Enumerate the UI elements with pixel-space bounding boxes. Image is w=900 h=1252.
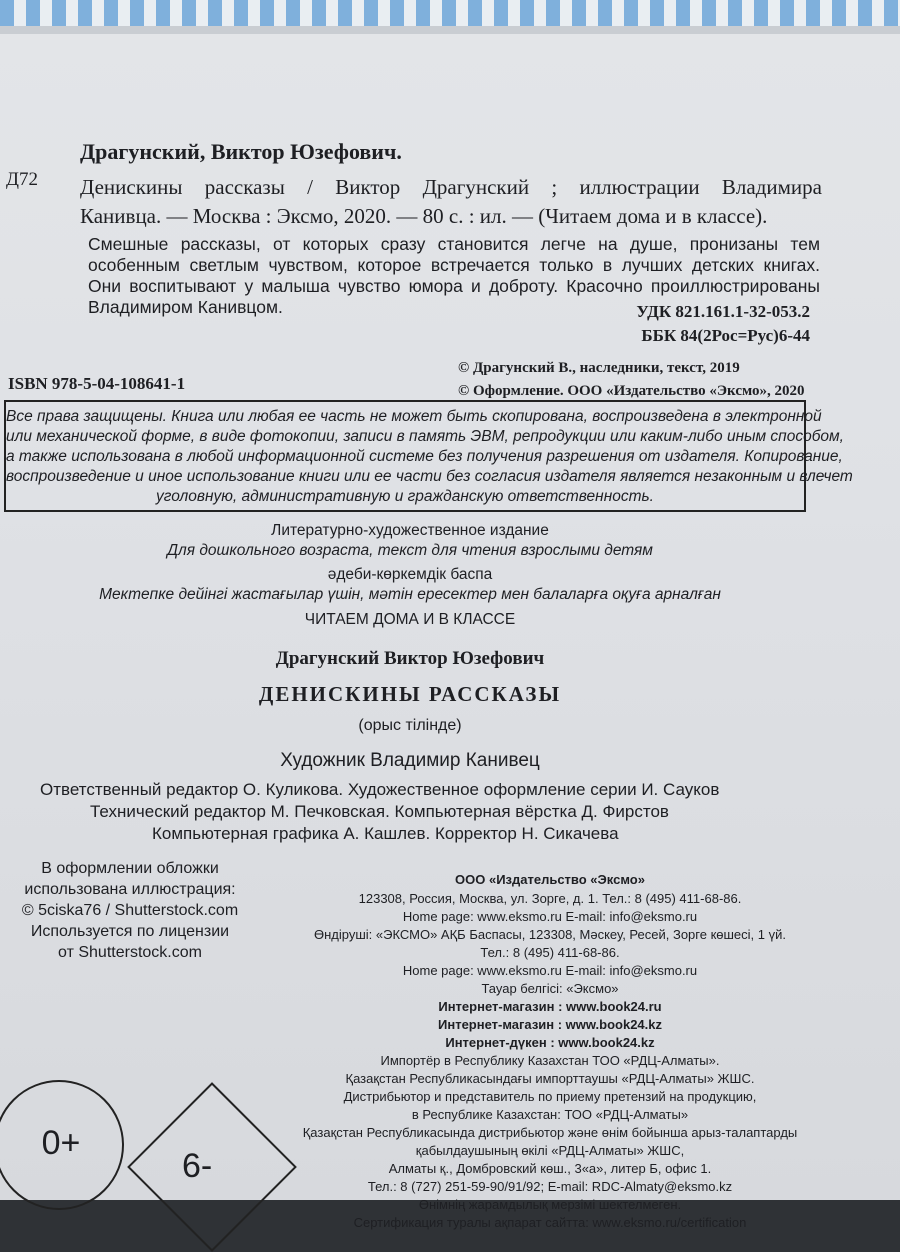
publisher-info-line: Қазақстан Республикасындағы импорттаушы «РДЦ-Алматы» ЖШС. — [345, 1071, 755, 1086]
cover-credit-line: © 5ciska76 / Shutterstock.com — [21, 902, 239, 919]
imprint-page — [0, 34, 900, 1230]
edition-type-kz: әдеби-көркемдік баспа — [327, 566, 493, 583]
copyright-line: © Оформление. ООО «Издательство «Эксмо», 2020 — [458, 383, 805, 399]
author-name: Драгунский Виктор Юзефович — [275, 648, 545, 669]
bbk-code: ББК 84(2Рос=Рус)6-44 — [641, 326, 810, 345]
publisher-info-line: Home page: www.eksmo.ru E-mail: info@eksmo.ru — [402, 909, 698, 924]
annotation-line: Смешные рассказы, от которых сразу становится легче на душе, пронизаны тем — [88, 234, 820, 254]
udk-code: УДК 821.161.1-32-053.2 — [636, 302, 810, 321]
publisher-info-line: 123308, Россия, Москва, ул. Зорге, д. 1. Тел.: 8 (495) 411-68-86. — [358, 891, 742, 906]
publisher-info-line: Алматы қ., Домбровский көш., 3«а», литер Б, офис 1. — [388, 1161, 712, 1176]
publisher-info-line: Тел.: 8 (727) 251-59-90/91/92; E-mail: RDC-Almaty@eksmo.kz — [367, 1179, 733, 1194]
annotation-line: Владимиром Канивцом. — [88, 297, 283, 317]
cover-credit-line: использована иллюстрация: — [24, 881, 236, 898]
bibliographic-line: Канивца. — Москва : Эксмо, 2020. — 80 с. : ил. — (Читаем дома и в классе). — [80, 204, 768, 228]
publisher-info-line: в Республике Казахстан: ТОО «РДЦ-Алматы» — [411, 1107, 689, 1122]
publisher-info-line: Қазақстан Республикасында дистрибьютор және өнім бойынша арыз-талаптарды — [302, 1125, 798, 1140]
publisher-info-line: Импортёр в Республику Казахстан ТОО «РДЦ-Алматы». — [380, 1053, 720, 1068]
publisher-info-line: Тел.: 8 (495) 411-68-86. — [480, 945, 620, 960]
author-heading: Драгунский, Виктор Юзефович. — [80, 139, 402, 164]
age-rating-label: 0+ — [41, 1124, 81, 1162]
publisher-info-line: Тауар белгісі: «Эксмо» — [481, 981, 619, 996]
staff-credit-line: Ответственный редактор О. Куликова. Художественное оформление серии И. Сауков — [40, 780, 720, 799]
publisher-info-line: Сертификация туралы ақпарат сайтта: www.eksmo.ru/certification — [353, 1215, 747, 1230]
cover-credit-line: от Shutterstock.com — [58, 944, 202, 961]
isbn: ISBN 978-5-04-108641-1 — [8, 374, 186, 393]
library-code: Д72 — [6, 169, 38, 190]
publisher-info-line: қабылдаушының өкілі «РДЦ-Алматы» ЖШС, — [415, 1143, 685, 1158]
rights-notice-line: а также использована в любой информационной системе без получения разрешения от издателя. Копирование, — [6, 448, 843, 465]
cover-credit-line: В оформлении обложки — [41, 860, 219, 877]
language-note: (орыс тілінде) — [358, 717, 462, 734]
age-rating-label-2: 6- — [182, 1147, 213, 1185]
edition-type: Литературно-художественное издание — [271, 522, 549, 539]
staff-credit-line: Компьютерная графика А. Кашлев. Корректор Н. Сикачева — [152, 824, 619, 843]
publisher-info-line: Интернет-магазин : www.book24.kz — [438, 1017, 662, 1032]
rights-notice-line: воспроизведение и иное использование книги или ее части без согласия издателя является незаконным и влечет — [6, 468, 853, 485]
copyright-line: © Драгунский В., наследники, текст, 2019 — [458, 360, 740, 376]
cover-credit-line: Используется по лицензии — [30, 923, 230, 940]
publisher-info-line: Өндіруші: «ЭКСМО» АҚБ Баспасы, 123308, Мәскеу, Ресей, Зорге көшесі, 1 үй. — [314, 927, 786, 942]
artist-credit: Художник Владимир Канивец — [280, 750, 540, 771]
publisher-info-line: Home page: www.eksmo.ru E-mail: info@eksmo.ru — [402, 963, 698, 978]
annotation-line: особенным светлым чувством, которое встречается только в лучших детских книгах. — [88, 255, 820, 275]
book-title: ДЕНИСКИНЫ РАССКАЗЫ — [258, 682, 562, 706]
rights-notice-box — [4, 400, 853, 512]
series-name: ЧИТАЕМ ДОМА И В КЛАССЕ — [304, 611, 516, 628]
rights-notice-line: уголовную, административную и гражданскую ответственность. — [156, 488, 654, 505]
audience: Для дошкольного возраста, текст для чтения взрослыми детям — [167, 542, 653, 559]
annotation-line: Они воспитывают у малыша чувство юмора и доброту. Красочно проиллюстрированы — [88, 276, 820, 296]
publisher-info-line: Интернет-дүкен : www.book24.kz — [445, 1035, 655, 1050]
page-edge-strip — [0, 26, 900, 34]
publisher-info-line: Интернет-магазин : www.book24.ru — [438, 999, 662, 1014]
audience-kz: Мектепке дейінгі жастағылар үшін, мәтін ересектер мен балаларға оқуға арналған — [99, 586, 721, 603]
publisher-name: ООО «Издательство «Эксмо» — [455, 872, 645, 887]
rights-notice-line: Все права защищены. Книга или любая ее часть не может быть скопирована, воспроизведена в электронной — [6, 408, 822, 425]
publisher-info-line: Дистрибьютор и представитель по приему претензий на продукцию, — [343, 1089, 757, 1104]
staff-credit-line: Технический редактор М. Печковская. Компьютерная вёрстка Д. Фирстов — [90, 802, 669, 821]
publisher-info-line: Өнімнің жарамдылық мерзімі шектелмеген. — [418, 1197, 682, 1212]
age-rating-circle — [0, 1080, 124, 1210]
rights-notice-line: или механической форме, в виде фотокопии, записи в память ЭВМ, репродукции или каким-либо иным способом, — [6, 428, 844, 445]
bibliographic-line: Денискины рассказы / Виктор Драгунский ; иллюстрации Владимира — [80, 175, 822, 199]
